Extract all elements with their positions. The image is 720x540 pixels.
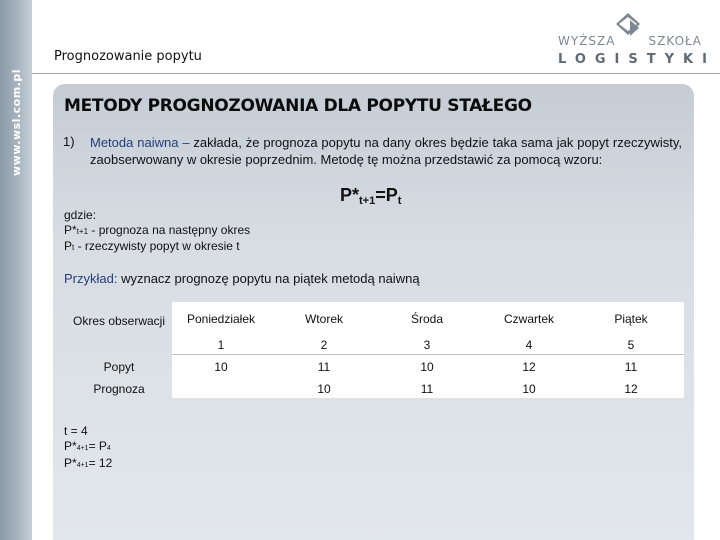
where-line1-symbol: P* — [64, 223, 77, 237]
demand-cell: 11 — [624, 360, 638, 374]
calculation — [64, 424, 112, 473]
row-label-demand: Popyt — [103, 360, 135, 374]
day-header: Czwartek — [503, 312, 554, 326]
logo-word1: WYŻSZA — [558, 34, 616, 48]
side-url — [6, 68, 26, 176]
formula-lhs-sub: t+1 — [359, 195, 376, 207]
where-line1 — [64, 223, 250, 239]
demand-cell: 11 — [317, 360, 331, 374]
forecast-cell: 12 — [624, 382, 638, 396]
day-header: Środa — [410, 312, 444, 326]
where-line2-symbol: P — [64, 239, 73, 253]
period-cell: 5 — [627, 338, 635, 352]
calc-line2-rest: = P — [88, 439, 107, 453]
formula-rhs-sub: t — [397, 195, 402, 207]
side-url-text: www.wsl.com.pl — [9, 68, 23, 176]
example-line — [64, 271, 420, 286]
legend-where — [64, 208, 250, 255]
demand-cell: 10 — [214, 360, 228, 374]
method-description — [90, 134, 682, 168]
where-line2-text: - rzeczywisty popyt w okresie t — [74, 239, 240, 253]
formula-eq: =P — [375, 185, 398, 205]
calc-line3-symbol: P* — [64, 456, 77, 470]
slide-title: METODY PROGNOZOWANIA DLA POPYTU STAŁEGO — [64, 96, 532, 116]
calc-line3 — [64, 456, 112, 473]
where-line1-text: - prognoza na następny okres — [88, 223, 251, 237]
calc-line2 — [64, 439, 112, 456]
demand-cell: 10 — [420, 360, 434, 374]
forecast-cell: 10 — [317, 382, 331, 396]
period-cell: 2 — [320, 338, 328, 352]
table-separator — [172, 354, 684, 355]
forecast-cell: 10 — [522, 382, 536, 396]
example-text: wyznacz prognozę popytu na piątek metodą naiwną — [117, 271, 420, 286]
calc-line3-sub: 4+1 — [76, 462, 89, 469]
calc-line2-symbol: P* — [64, 439, 77, 453]
logo-word2: SZKOŁA — [648, 34, 702, 48]
header-divider — [32, 73, 720, 74]
period-cell: 4 — [525, 338, 533, 352]
where-line2-sub: t — [72, 243, 75, 252]
day-header: Wtorek — [304, 312, 343, 326]
period-cell: 3 — [423, 338, 431, 352]
logo-row1 — [558, 34, 702, 48]
logo-word3: LOGISTYKI — [558, 52, 716, 67]
method-name: Metoda naiwna – — [90, 135, 190, 150]
where-label: gdzie: — [64, 208, 97, 222]
calc-line1: t = 4 — [64, 424, 88, 438]
table-header-label: Okres obserwacji — [72, 314, 166, 328]
formula — [340, 185, 401, 206]
left-strip — [0, 0, 32, 540]
example-label: Przykład: — [64, 271, 118, 286]
day-header: Poniedziałek — [186, 312, 256, 326]
day-header: Piątek — [614, 312, 648, 326]
forecast-cell: 11 — [420, 382, 434, 396]
page-title: Prognozowanie popytu — [54, 49, 202, 64]
method-text: zakłada, że prognoza popytu na dany okres będzie taka sama jak popyt rzeczywisty, zaobserwowany w okresie poprzednim. Metodę tę można przedstawić za pomocą wzoru: — [90, 135, 682, 167]
logo — [556, 12, 716, 68]
calc-line2-rest-sub: 4 — [106, 445, 111, 452]
calc-line3-rest: = 12 — [88, 456, 113, 470]
item-number: 1) — [63, 134, 75, 149]
calc-line2-sub: 4+1 — [76, 445, 89, 452]
demand-cell: 12 — [522, 360, 536, 374]
period-cell: 1 — [217, 338, 225, 352]
where-line1-sub: t+1 — [76, 227, 89, 236]
row-label-forecast: Prognoza — [93, 382, 145, 396]
where-line2 — [64, 239, 250, 255]
formula-lhs: P* — [340, 185, 360, 205]
